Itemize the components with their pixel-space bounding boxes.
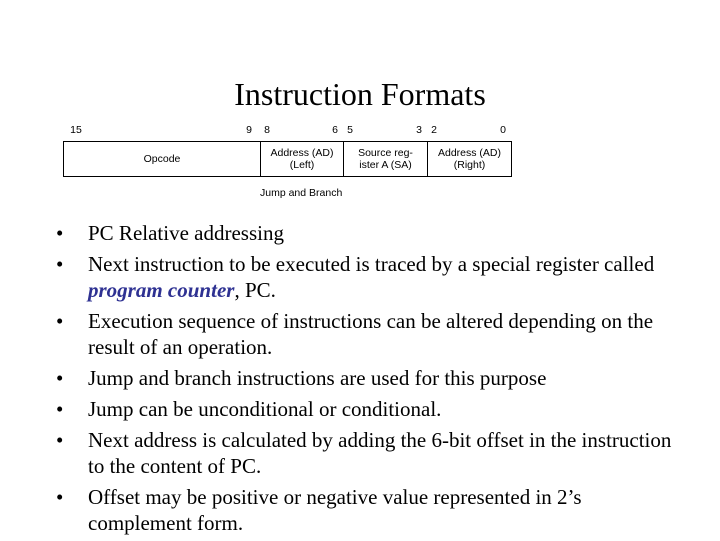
bit-label-15: 15 — [70, 124, 82, 136]
field-address-left-label: Address (AD) (Left) — [270, 147, 334, 171]
bullet-text: PC Relative addressing — [88, 221, 284, 245]
bullet-text: Offset may be positive or negative value represented in 2’s complement form. — [88, 485, 582, 535]
field-address-right — [428, 141, 512, 177]
field-opcode — [63, 141, 261, 177]
bullet-text: Next address is calculated by adding the 6-bit offset in the instruction to the content of PC. — [88, 428, 672, 478]
bullet-text: Jump can be unconditional or conditional. — [88, 397, 442, 421]
bit-label-2: 2 — [431, 124, 437, 136]
bit-label-3: 3 — [416, 124, 422, 136]
bullet-item — [56, 251, 676, 303]
field-address-left — [261, 141, 344, 177]
bullet-text: Execution sequence of instructions can be altered depending on the result of an operation. — [88, 309, 654, 359]
slide-title: Instruction Formats — [234, 76, 486, 112]
program-counter-emphasis: program counter — [88, 278, 235, 302]
bit-label-6: 6 — [332, 124, 338, 136]
bullet-list — [56, 220, 676, 541]
bullet-text: Jump and branch instructions are used for this purpose — [88, 366, 547, 390]
diagram-caption: Jump and Branch — [260, 187, 343, 199]
bullet-item — [56, 220, 676, 246]
bullet-item — [56, 308, 676, 360]
field-source-register-label: Source reg- ister A (SA) — [358, 147, 413, 171]
bullet-text: Next instruction to be executed is traced by a special register called — [88, 252, 655, 276]
bit-label-5: 5 — [347, 124, 353, 136]
bit-label-0: 0 — [500, 124, 506, 136]
bit-label-8: 8 — [264, 124, 270, 136]
bullet-item — [56, 365, 676, 391]
field-source-register — [344, 141, 428, 177]
bullet-item — [56, 427, 676, 479]
bullet-item — [56, 484, 676, 536]
instruction-format-diagram — [0, 0, 720, 220]
field-opcode-label: Opcode — [143, 153, 181, 165]
bullet-text-tail: , PC. — [234, 278, 276, 302]
bit-label-9: 9 — [246, 124, 252, 136]
field-address-right-label: Address (AD) (Right) — [437, 147, 501, 171]
bullet-item — [56, 396, 676, 422]
